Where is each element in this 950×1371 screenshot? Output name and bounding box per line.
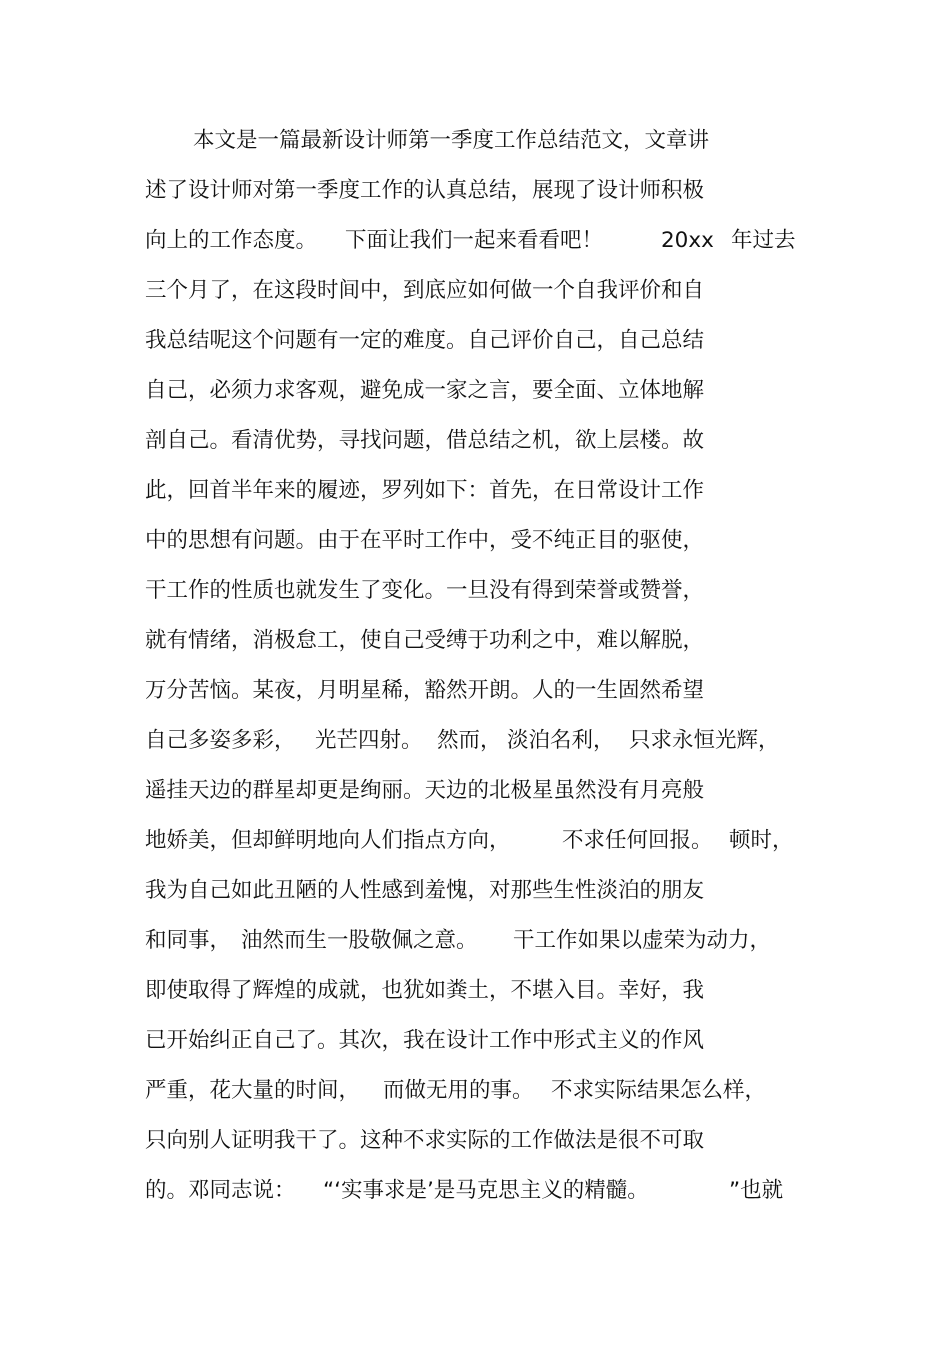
text-segment: 下面让我们一起来看看吧！ xyxy=(345,228,604,253)
text-segment: 然而， xyxy=(437,728,502,753)
text-line: 就有情绪，消极怠工，使自己受缚于功利之中，难以解脱， xyxy=(145,628,705,653)
text-line: 干工作的性质也就发生了变化。一旦没有得到荣誉或赞誉， xyxy=(145,578,705,603)
text-line: 即使取得了辉煌的成就，也犹如粪土，不堪入目。幸好，我 xyxy=(145,978,705,1003)
text-segment: 20xx xyxy=(661,228,714,253)
text-segment: 严重，花大量的时间， xyxy=(145,1078,361,1103)
text-line xyxy=(145,1071,767,1111)
text-line: 述了设计师对第一季度工作的认真总结，展现了设计师积极 xyxy=(145,178,705,203)
text-line: 本文是一篇最新设计师第一季度工作总结范文，文章讲 xyxy=(193,128,710,153)
text-segment: 不求任何回报。 xyxy=(562,828,713,853)
text-segment: ”也就 xyxy=(729,1178,784,1203)
text-segment: 的。邓同志说： xyxy=(145,1178,296,1203)
text-line: 自己，必须力求客观，避免成一家之言，要全面、立体地解 xyxy=(145,378,705,403)
text-segment: 向上的工作态度。 xyxy=(145,228,318,253)
text-segment: 地娇美，但却鲜明地向人们指点方向， xyxy=(145,828,511,853)
text-segment: 光芒四射。 xyxy=(315,728,423,753)
text-line: 中的思想有问题。由于在平时工作中，受不纯正目的驱使， xyxy=(145,528,705,553)
text-segment: “‘实事求是’是马克思主义的精髓。 xyxy=(323,1178,649,1203)
text-segment: 而做无用的事。 xyxy=(383,1078,534,1103)
text-line: 万分苦恼。某夜，月明星稀，豁然开朗。人的一生固然希望 xyxy=(145,678,705,703)
text-segment: 自己多姿多彩， xyxy=(145,728,296,753)
text-line xyxy=(145,1171,784,1211)
text-segment: 和同事， xyxy=(145,928,232,953)
text-segment: 不求实际结果怎么样， xyxy=(551,1078,767,1103)
text-line xyxy=(145,221,796,261)
text-line xyxy=(145,721,780,761)
text-segment: 只求永恒光辉， xyxy=(629,728,780,753)
text-segment: 油然而生一股敬佩之意。 xyxy=(241,928,478,953)
text-line: 我总结呢这个问题有一定的难度。自己评价自己，自己总结 xyxy=(145,328,705,353)
text-line: 只向别人证明我干了。这种不求实际的工作做法是很不可取 xyxy=(145,1128,705,1153)
text-line: 三个月了，在这段时间中，到底应如何做一个自我评价和自 xyxy=(145,278,705,303)
text-segment: 年过去 xyxy=(731,228,796,253)
text-segment: 干工作如果以虚荣为动力， xyxy=(513,928,772,953)
text-line: 遥挂天边的群星却更是绚丽。天边的北极星虽然没有月亮般 xyxy=(145,778,705,803)
text-line: 我为自己如此丑陋的人性感到羞愧，对那些生性淡泊的朋友 xyxy=(145,878,705,903)
text-line: 剖自己。看清优势，寻找问题，借总结之机，欲上层楼。故 xyxy=(145,428,705,453)
text-line: 已开始纠正自己了。其次，我在设计工作中形式主义的作风 xyxy=(145,1028,705,1053)
text-segment: 顿时， xyxy=(729,828,794,853)
text-line xyxy=(145,821,794,861)
text-line xyxy=(145,921,772,961)
text-line: 此，回首半年来的履迹，罗列如下：首先，在日常设计工作 xyxy=(145,478,705,503)
text-segment: 淡泊名利， xyxy=(507,728,615,753)
